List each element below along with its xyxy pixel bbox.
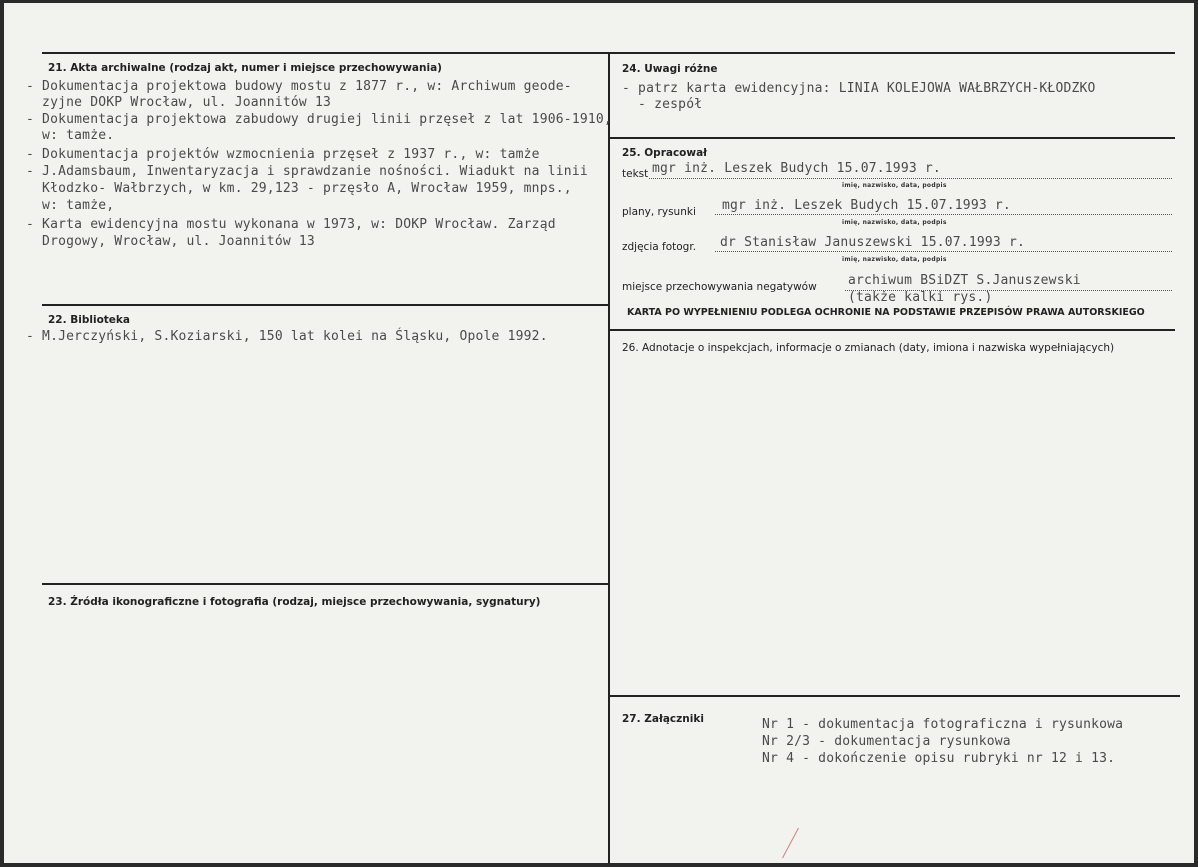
section-23-heading: 23. Źródła ikonograficzne i fotografia (rodzaj, miejsce przechowywania, sygnatury) (48, 596, 541, 608)
section-25-heading: 25. Opracował (622, 147, 708, 159)
section-26-heading: 26. Adnotacje o inspekcjach, informacje o zmianach (daty, imiona i nazwiska wypełniających) (622, 342, 1115, 354)
zdjecia-label: zdjęcia fotogr. (622, 241, 697, 253)
section-21-line: - Dokumentacja projektowa budowy mostu z 1877 r., w: Archiwum geode- (26, 79, 572, 94)
section-21-heading: 21. Akta archiwalne (rodzaj akt, numer i miejsce przechowywania) (48, 62, 442, 74)
section-22-heading: 22. Biblioteka (48, 314, 130, 326)
section-27-line: Nr 4 - dokończenie opisu rubryki nr 12 i 13. (762, 751, 1116, 766)
negatywy-value-line1: archiwum BSiDZT S.Januszewski (848, 273, 1081, 288)
section-21-line: - Dokumentacja projektowa zabudowy drugiej linii przęseł z lat 1906-1910, (26, 112, 612, 127)
divider-22-23 (42, 583, 610, 585)
section-21-line: - J.Adamsbaum, Inwentaryzacja i sprawdzanie nośności. Wiadukt na linii (26, 164, 588, 179)
divider-vertical (608, 52, 610, 864)
section-24-line: - zespół (622, 97, 703, 112)
section-21-line: Kłodzko- Wałbrzych, w km. 29,123 - przęsło A, Wrocław 1959, mnps., (26, 181, 572, 196)
section-24-line: - patrz karta ewidencyjna: LINIA KOLEJOWA WAŁBRZYCH-KŁODZKO (622, 81, 1096, 96)
plany-caption: imię, nazwisko, data, podpis (842, 219, 947, 226)
tekst-value: mgr inż. Leszek Budych 15.07.1993 r. (652, 161, 941, 176)
section-21-line: Drogowy, Wrocław, ul. Joannitów 13 (26, 234, 315, 249)
divider-21-22 (42, 304, 610, 306)
section-27-heading: 27. Załączniki (622, 713, 704, 725)
negatywy-value-line2: (także kalki rys.) (848, 290, 993, 305)
section-27-line: Nr 1 - dokumentacja fotograficzna i rysunkowa (762, 717, 1124, 732)
tekst-label: tekst (622, 168, 649, 180)
zdjecia-value: dr Stanisław Januszewski 15.07.1993 r. (720, 235, 1026, 250)
section-27-line: Nr 2/3 - dokumentacja rysunkowa (762, 734, 1011, 749)
zdjecia-caption: imię, nazwisko, data, podpis (842, 256, 947, 263)
tekst-caption: imię, nazwisko, data, podpis (842, 182, 947, 189)
section-21-line: - Karta ewidencyjna mostu wykonana w 1973, w: DOKP Wrocław. Zarząd (26, 217, 556, 232)
tekst-dotted-line (649, 178, 1172, 179)
negatywy-label: miejsce przechowywania negatywów (622, 281, 817, 293)
plany-label: plany, rysunki (622, 206, 696, 218)
divider-25-26 (610, 329, 1175, 331)
section-21-line: w: tamże. (26, 128, 115, 143)
section-21-line: - Dokumentacja projektów wzmocnienia przęseł z 1937 r., w: tamże (26, 147, 540, 162)
divider-top-right (610, 52, 1175, 54)
divider-top-left (42, 52, 610, 54)
copyright-note: KARTA PO WYPEŁNIENIU PODLEGA OCHRONIE NA PODSTAWIE PRZEPISÓW PRAWA AUTORSKIEGO (627, 307, 1145, 318)
section-21-line: w: tamże, (26, 198, 115, 213)
section-21-line: zyjne DOKP Wrocław, ul. Joannitów 13 (26, 95, 332, 110)
divider-26-27 (610, 695, 1180, 697)
plany-value: mgr inż. Leszek Budych 15.07.1993 r. (722, 198, 1011, 213)
section-22-line: - M.Jerczyński, S.Koziarski, 150 lat kolei na Śląsku, Opole 1992. (26, 329, 548, 344)
section-24-heading: 24. Uwagi różne (622, 63, 718, 75)
divider-24-25 (610, 137, 1175, 139)
